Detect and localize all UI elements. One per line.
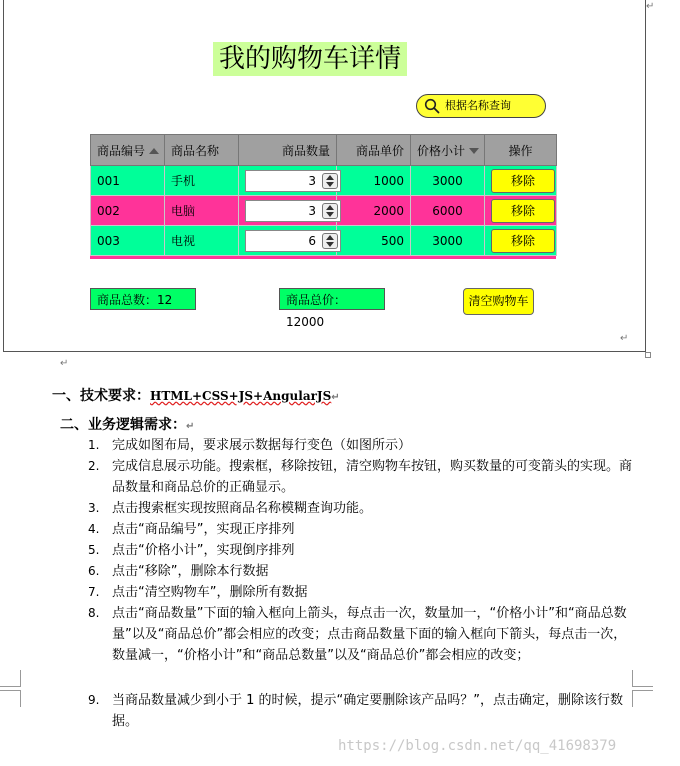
- remove-button[interactable]: 移除: [491, 169, 555, 193]
- resize-handle[interactable]: [645, 352, 651, 358]
- quantity-value: 3: [308, 203, 316, 218]
- watermark: https://blog.csdn.net/qq_41698379: [338, 738, 617, 754]
- list-item: [88, 435, 634, 456]
- item-text: 完成信息展示功能。搜索框，移除按钮，清空购物车按钮，购买数量的可变箭头的实现。商品数量和商品总价的正确显示。: [112, 459, 633, 495]
- list-item: [88, 540, 634, 561]
- cell-id: 001: [91, 166, 165, 196]
- remove-button[interactable]: 移除: [491, 199, 555, 223]
- quantity-value: 3: [308, 173, 316, 188]
- quantity-stepper[interactable]: [245, 200, 341, 222]
- page-corner-marker: [632, 670, 653, 687]
- heading-text: 一、技术要求：: [52, 388, 150, 404]
- item-text: 当商品数量减少到小于 1 的时候，提示“确定要删除该产品吗？”，点击确定，删除该行数据。: [112, 693, 624, 729]
- column-header-label: 商品单价: [355, 143, 404, 158]
- search-label: 根据名称查询: [445, 99, 511, 112]
- remove-button[interactable]: 移除: [491, 229, 555, 253]
- total-count: 商品总数：12: [90, 288, 196, 310]
- cell-price: 500: [337, 226, 411, 256]
- item-text: 点击“价格小计”，实现倒序排列: [112, 543, 295, 558]
- column-header-label: 商品编号: [97, 143, 146, 158]
- cell-id: 003: [91, 226, 165, 256]
- column-header-qty: [239, 135, 337, 166]
- column-header-label: 价格小计: [417, 143, 466, 158]
- cell-subtotal: 3000: [411, 226, 485, 256]
- page-corner-marker: [0, 690, 21, 707]
- cell-qty: [239, 166, 337, 196]
- heading-text: 二、业务逻辑需求：: [60, 417, 186, 433]
- cell-name: 电视: [165, 226, 239, 256]
- item-number: 1.: [88, 438, 100, 452]
- tech-stack-text: HTML+CSS+JS+AngularJS: [150, 389, 332, 403]
- page-corner-marker: [632, 690, 653, 707]
- item-text: 点击“清空购物车”，删除所有数据: [112, 585, 308, 600]
- item-number: 9.: [88, 693, 100, 707]
- paragraph-mark: ↵: [620, 333, 629, 344]
- item-number: 2.: [88, 459, 100, 473]
- cell-name: 手机: [165, 166, 239, 196]
- sort-desc-icon: [469, 148, 479, 154]
- paragraph-mark: ↵: [331, 392, 340, 403]
- item-number: 4.: [88, 522, 100, 536]
- list-item: [88, 456, 634, 498]
- table-header-row: [91, 135, 557, 166]
- spin-arrows-icon[interactable]: [322, 173, 338, 189]
- item-text: 完成如图布局，要求展示数据每行变色（如图所示）: [112, 438, 412, 453]
- section-heading-logic: [60, 414, 194, 434]
- quantity-stepper[interactable]: [245, 170, 341, 192]
- item-number: 6.: [88, 564, 100, 578]
- cell-name: 电脑: [165, 196, 239, 226]
- column-header-action: [485, 135, 557, 166]
- column-header-label: 商品名称: [171, 143, 220, 158]
- cell-action: [485, 196, 557, 226]
- cell-subtotal: 6000: [411, 196, 485, 226]
- column-header-id[interactable]: [91, 135, 165, 166]
- list-item: [88, 519, 634, 540]
- list-item: [88, 498, 634, 519]
- spin-arrows-icon[interactable]: [322, 233, 338, 249]
- column-header-name: [165, 135, 239, 166]
- spin-arrows-icon[interactable]: [322, 203, 338, 219]
- quantity-stepper[interactable]: [245, 230, 341, 252]
- column-header-label: 操作: [508, 143, 533, 158]
- paragraph-mark: ↵: [60, 358, 69, 369]
- item-text: 点击“商品数量”下面的输入框向上箭头，每点击一次，数量加一，“价格小计”和“商品总数量”以及“商品总价”都会相应的改变；点击商品数量下面的输入框向下箭头，每点击一次，数量减一，“价格小计”和“商品总数量”以及“商品总价”都会相应的改变；: [112, 606, 627, 663]
- section-heading-tech: [52, 385, 340, 405]
- table-row: [91, 226, 557, 256]
- column-header-price: [337, 135, 411, 166]
- magnifier-icon: [424, 98, 440, 114]
- cell-qty: [239, 196, 337, 226]
- list-item: [88, 603, 634, 666]
- page-title: 我的购物车详情: [213, 42, 407, 76]
- cell-price: 1000: [337, 166, 411, 196]
- cell-action: [485, 166, 557, 196]
- cell-id: 002: [91, 196, 165, 226]
- cell-qty: [239, 226, 337, 256]
- clear-cart-button[interactable]: 清空购物车: [463, 288, 534, 315]
- item-number: 3.: [88, 501, 100, 515]
- list-item: [88, 561, 634, 582]
- total-price: 商品总价：12000: [279, 288, 385, 310]
- paragraph-mark: ↵: [646, 1, 655, 12]
- cell-subtotal: 3000: [411, 166, 485, 196]
- column-header-subtotal[interactable]: [411, 135, 485, 166]
- item-text: 点击搜索框实现按照商品名称模糊查询功能。: [112, 501, 373, 516]
- column-header-label: 商品数量: [281, 143, 330, 158]
- table-row: [91, 166, 557, 196]
- item-text: 点击“商品编号”，实现正序排列: [112, 522, 295, 537]
- sort-asc-icon: [149, 148, 159, 154]
- item-text: 点击“移除”，删除本行数据: [112, 564, 269, 579]
- list-item: [88, 690, 634, 732]
- item-number: 5.: [88, 543, 100, 557]
- cell-price: 2000: [337, 196, 411, 226]
- requirements-list: [88, 435, 634, 732]
- list-item: [88, 582, 634, 603]
- table-bottom-strip: [90, 256, 556, 259]
- page-corner-marker: [0, 670, 21, 687]
- cell-action: [485, 226, 557, 256]
- paragraph-mark: ↵: [186, 421, 195, 432]
- quantity-value: 6: [308, 233, 316, 248]
- item-number: 8.: [88, 606, 100, 620]
- table-row: [91, 196, 557, 226]
- search-button[interactable]: [416, 94, 546, 118]
- item-number: 7.: [88, 585, 100, 599]
- cart-table: [90, 134, 557, 256]
